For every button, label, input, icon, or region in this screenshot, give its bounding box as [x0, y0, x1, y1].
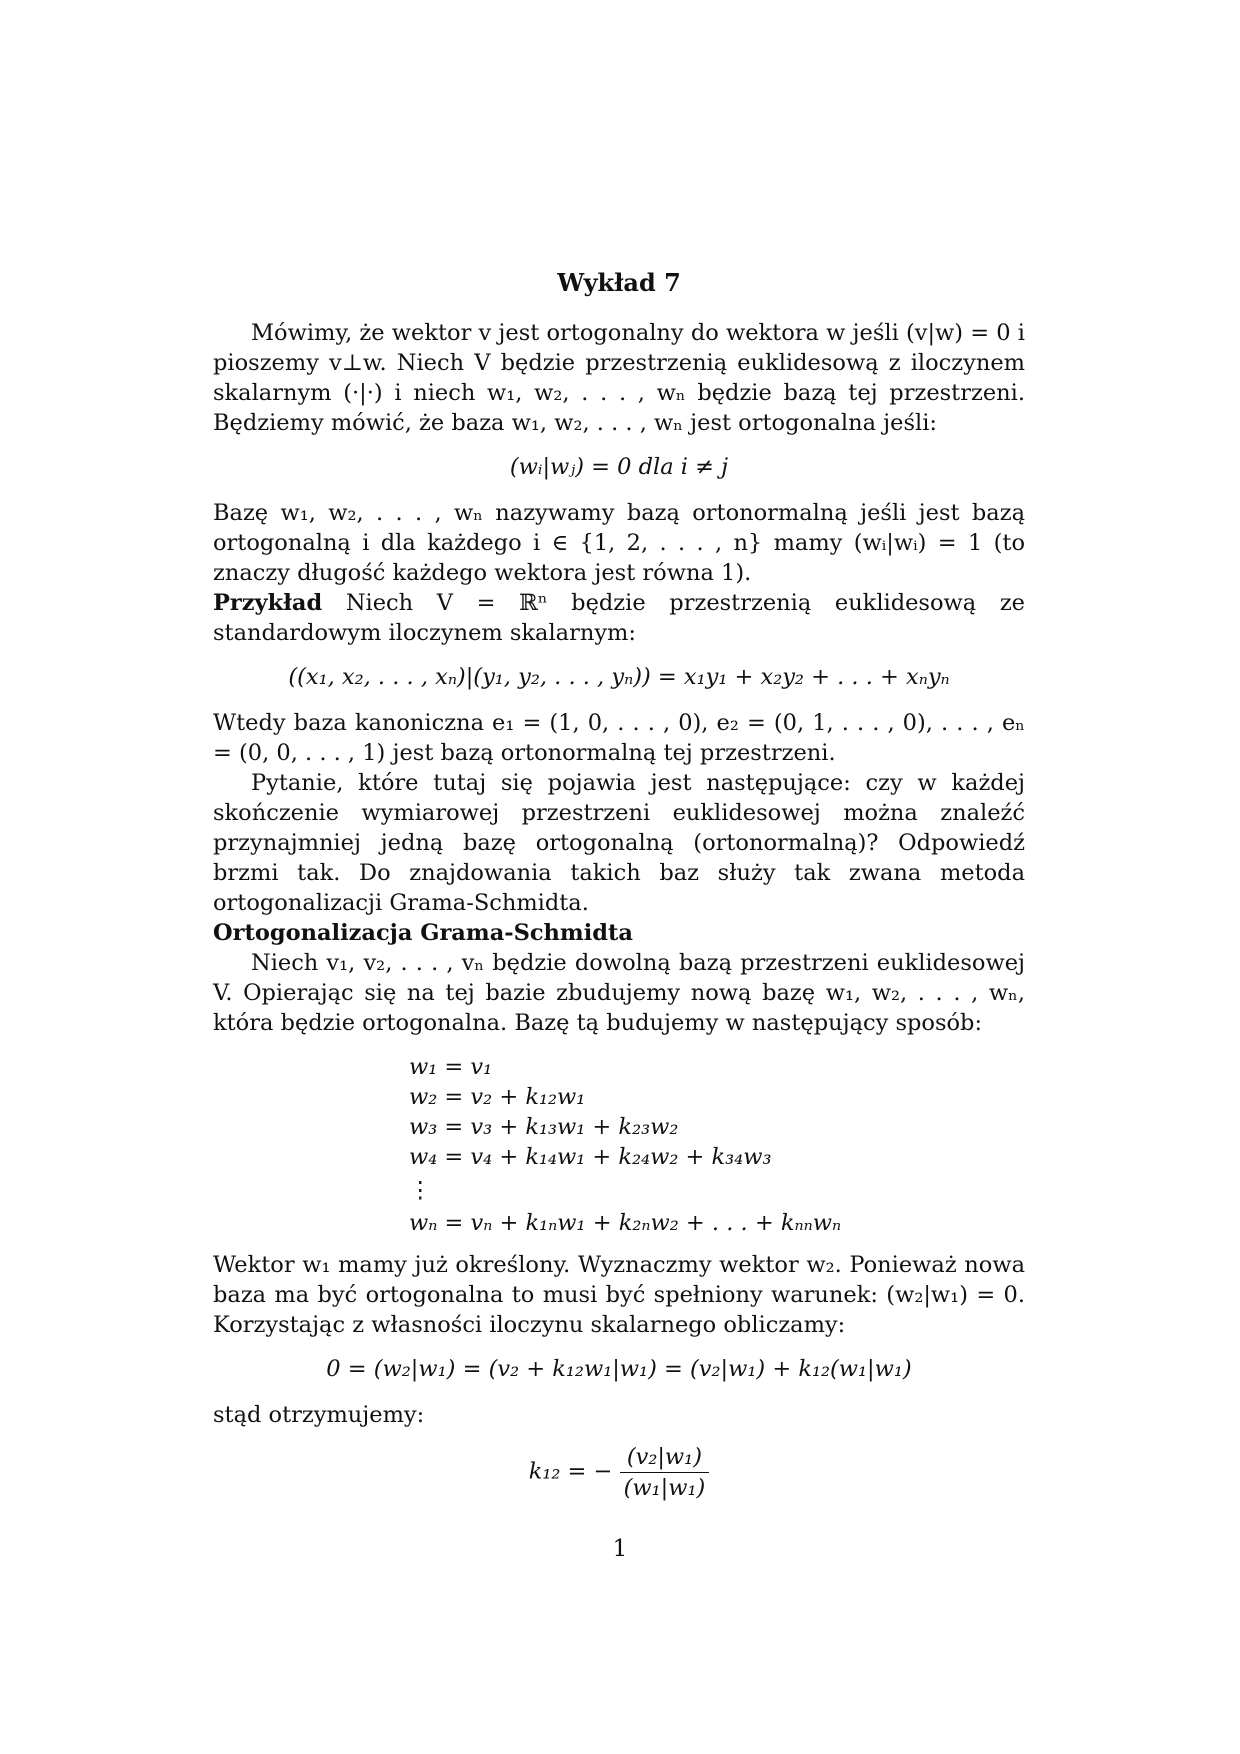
page-content [213, 262, 1025, 1503]
equation-orthogonality: (wᵢ|wⱼ) = 0 dla i ≠ j [509, 454, 729, 480]
equation-calculation: 0 = (w₂|w₁) = (v₂ + k₁₂w₁|w₁) = (v₂|w₁) + k₁₂(w₁|w₁) [326, 1356, 912, 1382]
equation-line: w₁ = v₁ [409, 1054, 493, 1080]
paragraph-question: Pytanie, które tutaj się pojawia jest następujące: czy w każdej skończenie wymiarowej przestrzeni euklidesowej można znaleźć przynajmniej jedną bazę ortogonalną (ortonormalną)? Odpowiedź brzmi tak. Do znajdowania takich baz służy tak zwana metoda ortogonalizacji Grama-Schmidta. [213, 770, 1025, 916]
k12-lhs: k₁₂ = − [528, 1458, 613, 1485]
paragraph-hence: stąd otrzymujemy: [213, 1402, 425, 1428]
equation-inner-product: ((x₁, x₂, . . . , xₙ)|(y₁, y₂, . . . , yₙ)) = x₁y₁ + x₂y₂ + . . . + xₙyₙ [288, 664, 950, 690]
paragraph-compute-w2: Wektor w₁ mamy już określony. Wyznaczmy wektor w₂. Ponieważ nowa baza ma być ortogonalna to musi być spełniony warunek: (w₂|w₁) = 0. Korzystając z własności iloczynu skalarnego obliczamy: [213, 1252, 1025, 1338]
page-number: 1 [612, 1536, 628, 1562]
fraction-denominator: (w₁|w₁) [623, 1475, 706, 1501]
paragraph-construction: Niech v₁, v₂, . . . , vₙ będzie dowolną bazą przestrzeni euklidesowej V. Opierając się na tej bazie zbudujemy nową bazę w₁, w₂, . . . , wₙ, która będzie ortogonalna. Bazę tą budujemy w następujący sposób: [213, 950, 1025, 1036]
paragraph-orthonormal-definition: Bazę w₁, w₂, . . . , wₙ nazywamy bazą ortonormalną jeśli jest bazą ortogonalną i dla każdego i ∈ {1, 2, . . . , n} mamy (wᵢ|wᵢ) = 1 (to znaczy długość każdego wektora jest równa 1). [213, 500, 1025, 586]
paragraph-orthogonal-definition: Mówimy, że wektor v jest ortogonalny do wektora w jeśli (v|w) = 0 i pioszemy v⊥w. Niech V będzie przestrzenią euklidesową z iloczynem skalarnym (·|·) i niech w₁, w₂, . . . , wₙ będzie bazą tej przestrzeni. Będziemy mówić, że baza w₁, w₂, . . . , wₙ jest ortogonalna jeśli: [213, 320, 1025, 436]
equation-system [409, 1052, 1025, 1238]
example-text: Niech V = ℝⁿ będzie przestrzenią euklidesową ze standardowym iloczynem skalarnym: [213, 590, 1025, 646]
paragraph-canonical-basis: Wtedy baza kanoniczna e₁ = (1, 0, . . . , 0), e₂ = (0, 1, . . . , 0), . . . , eₙ = (0, 0, . . . , 1) jest bazą ortonormalną tej przestrzeni. [213, 710, 1025, 766]
example-label: Przykład [213, 590, 323, 616]
paragraph-example [213, 588, 1025, 648]
equation-line: w₃ = v₃ + k₁₃w₁ + k₂₃w₂ [409, 1114, 679, 1140]
equation-line: w₂ = v₂ + k₁₂w₁ [409, 1084, 586, 1110]
section-title: Ortogonalizacja Grama-Schmidta [213, 920, 633, 946]
equation-vertical-dots: ⋮ [409, 1177, 432, 1203]
lecture-title: Wykład 7 [557, 268, 681, 297]
k12-fraction [620, 1442, 710, 1503]
equation-line: wₙ = vₙ + k₁ₙw₁ + k₂ₙw₂ + . . . + kₙₙwₙ [409, 1210, 842, 1236]
fraction-numerator: (v₂|w₁) [620, 1442, 710, 1473]
equation-line: w₄ = v₄ + k₁₄w₁ + k₂₄w₂ + k₃₄w₃ [409, 1144, 772, 1170]
equation-k12 [213, 1442, 1025, 1503]
